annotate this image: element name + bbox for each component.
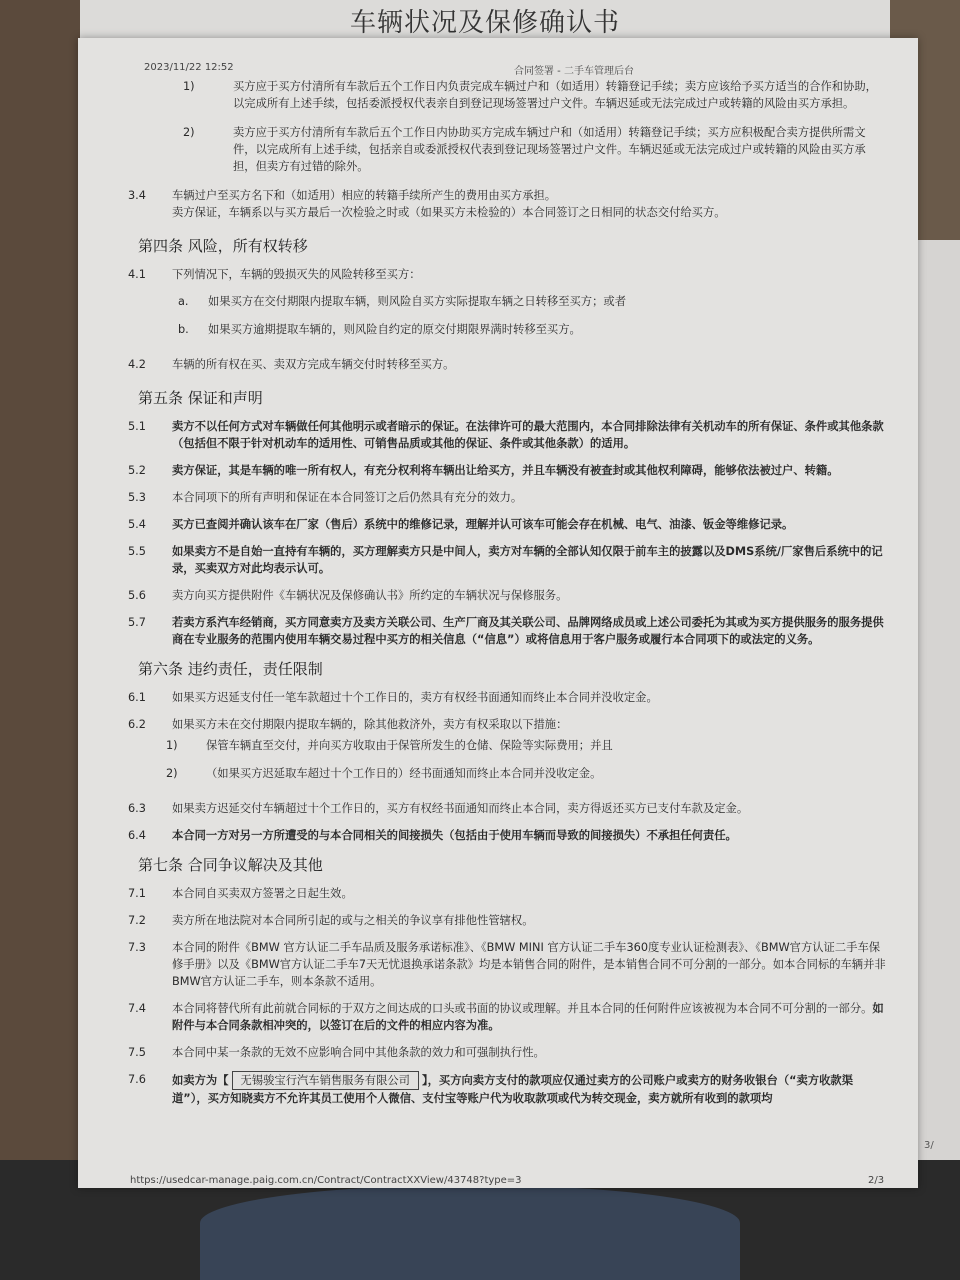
clause-6-1 [128,689,888,706]
clause-number: 7.3 [128,941,146,954]
clause-text: 本合同中某一条款的无效不应影响合同中其他条款的效力和可强制执行性。 [172,1046,545,1059]
clause-5-3 [128,489,888,506]
clause-5-7 [128,614,888,648]
clause-text-pre: 如卖方为【 [172,1074,229,1087]
clause-number: 6.1 [128,691,146,704]
item-number: a. [178,295,189,308]
section-7-heading: 第七条 合同争议解决及其他 [138,856,323,874]
clause-number: 7.5 [128,1046,146,1059]
item-number: 1) [166,739,178,752]
clause-4-1 [128,266,888,283]
clause-text: 卖方所在地法院对本合同所引起的或与之相关的争议享有排他性管辖权。 [172,914,534,927]
clause-number: 5.5 [128,545,146,558]
clause-5-4 [128,516,888,533]
clause-text: 本合同项下的所有声明和保证在本合同签订之后仍然具有充分的效力。 [172,491,523,504]
clause-text: 本合同一方对另一方所遭受的与本合同相关的间接损失（包括由于使用车辆而导致的间接损失）不承担任何责任。 [172,829,737,842]
clause-7-2 [128,912,888,929]
contract-body [128,78,888,1117]
clause-7-3 [128,939,888,990]
clause-text-bold: 如附件与本合同条款相冲突的，以签订在后的文件的相应内容为准。 [172,1002,884,1032]
clause-number: 5.4 [128,518,146,531]
clause-text: 车辆的所有权在买、卖双方完成车辆交付时转移至买方。 [172,358,455,371]
print-page-number: 2/3 [868,1175,885,1186]
clause-3-3-item-2 [183,124,888,175]
print-header-title: 合同签署 - 二手车管理后台 [514,66,634,77]
clause-4-1-item-a [178,293,888,310]
clause-text: 卖方保证，其是车辆的唯一所有权人，有充分权利将车辆出让给买方，并且车辆没有被查封或其他权利障碍，能够依法被过户、转籍。 [172,464,839,477]
clause-6-3 [128,800,888,817]
background-document-title: 车辆状况及保修确认书 [349,8,620,38]
lap [200,1185,740,1280]
right-document [918,240,960,1170]
clause-7-1 [128,885,888,902]
clause-text: 如果卖方不是自始一直持有车辆的，买方理解卖方只是中间人，卖方对车辆的全部认知仅限于前车主的披露以及DMS系统/厂家售后系统中的记录，买卖双方对此均表示认可。 [172,545,883,575]
clause-text-normal: 本合同将替代所有此前就合同标的于双方之间达成的口头或书面的协议或理解。并且本合同的任何附件应该被视为本合同不可分割的一部分。 [172,1002,873,1015]
clause-number: 5.2 [128,464,146,477]
item-number: 2) [183,126,195,139]
clause-text: 如果买方迟延支付任一笔车款超过十个工作日的，卖方有权经书面通知而终止本合同并没收定金。 [172,691,658,704]
item-text: （如果买方迟延取车超过十个工作日的）经书面通知而终止本合同并没收定金。 [206,767,602,780]
clause-text: 若卖方系汽车经销商，买方同意卖方及卖方关联公司、生产厂商及其关联公司、品牌网络成员或上述公司委托为其或为买方提供服务的服务提供商在专业服务的范围内使用车辆交易过程中买方的相关信息（“信息”）或将信息用于客户服务或履行本合同项下的或法定的义务。 [172,616,884,646]
clause-number: 6.4 [128,829,146,842]
clause-text: 卖方不以任何方式对车辆做任何其他明示或者暗示的保证。在法律许可的最大范围内，本合同排除法律有关机动车的所有保证、条件或其他条款（包括但不限于针对机动车的适用性、可销售品质或其他的保证、条件或其他条款）的适用。 [172,420,884,450]
clause-3-3-item-1 [183,78,888,112]
clause-6-2 [128,716,888,733]
item-text: 保管车辆直至交付，并向买方收取由于保管所发生的仓储、保险等实际费用；并且 [206,739,613,752]
item-number: 1) [183,80,195,93]
item-text: 如果买方逾期提取车辆的，则风险自约定的原交付期限界满时转移至买方。 [208,323,581,336]
item-number: 2) [166,767,178,780]
clause-text: 本合同的附件《BMW 官方认证二手车品质及服务承诺标准》、《BMW MINI 官方认证二手车360度专业认证检测表》、《BMW官方认证二手车保修手册》以及《BMW官方认证二手车7天无忧退换承诺条款》均是本销售合同的附件，是本销售合同不可分割的一部分。如本合同标的车辆并非BMW官方认证二手车，则本条款不适用。 [172,941,886,988]
right-document-page-mark: 3/ [924,1140,934,1151]
item-text: 如果买方在交付期限内提取车辆，则风险自买方实际提取车辆之日转移至买方；或者 [208,295,626,308]
clause-5-2 [128,462,888,479]
clause-number: 4.1 [128,268,146,281]
clause-4-1-item-b [178,321,888,338]
section-4-heading: 第四条 风险，所有权转移 [138,237,308,255]
clause-number: 5.1 [128,420,146,433]
clause-text: 下列情况下，车辆的毁损灭失的风险转移至买方： [172,268,421,281]
clause-number: 5.7 [128,616,146,629]
section-5-heading: 第五条 保证和声明 [138,389,263,407]
clause-number: 5.3 [128,491,146,504]
clause-text: 车辆过户至买方名下和（如适用）相应的转籍手续所产生的费用由买方承担。 [172,189,557,202]
print-date: 2023/11/22 12:52 [144,62,234,73]
clause-5-5 [128,543,888,577]
clause-3-4-paragraph: 卖方保证，车辆系以与买方最后一次检验之时或（如果买方未检验的）本合同签订之日相同的状态交付给买方。 [172,206,726,219]
clause-text [172,1071,888,1107]
clause-6-2-item-2 [166,765,888,782]
item-text: 卖方应于买方付清所有车款后五个工作日内协助买方完成车辆过户和（如适用）转籍登记手续；买方应积极配合卖方提供所需文件，以完成所有上述手续，包括亲自或委派授权代表到登记现场签署过户文件。车辆迟延或无法完成过户或转籍的风险由买方承担，但卖方有过错的除外。 [233,126,866,173]
clause-number: 7.6 [128,1073,146,1086]
print-footer-url: https://usedcar-manage.paig.com.cn/Contract/ContractXXView/43748?type=3 [130,1175,522,1186]
clause-text: 本合同自买卖双方签署之日起生效。 [172,887,353,900]
clause-6-4 [128,827,888,844]
clause-number: 6.3 [128,802,146,815]
clause-number: 7.1 [128,887,146,900]
clause-7-4 [128,1000,888,1034]
clause-5-1 [128,418,888,452]
clause-7-5 [128,1044,888,1061]
item-number: b. [178,323,189,336]
clause-number: 5.6 [128,589,146,602]
clause-number: 7.4 [128,1002,146,1015]
clause-text: 如果买方未在交付期限内提取车辆的，除其他救济外，卖方有权采取以下措施： [172,718,568,731]
clause-text [172,1000,888,1034]
clause-text: 卖方向买方提供附件《车辆状况及保修确认书》所约定的车辆状况与保修服务。 [172,589,568,602]
clause-5-6 [128,587,888,604]
clause-6-2-item-1 [166,737,888,754]
clause-3-4 [128,187,888,204]
section-6-heading: 第六条 违约责任，责任限制 [138,660,323,678]
contract-page [78,38,918,1188]
clause-4-2 [128,356,888,373]
seller-company-field: 无锡骏宝行汽车销售服务有限公司 [232,1071,419,1090]
clause-7-6 [128,1071,888,1107]
clause-text: 如果卖方迟延交付车辆超过十个工作日的，买方有权经书面通知而终止本合同，卖方得返还买方已支付车款及定金。 [172,802,749,815]
clause-number: 6.2 [128,718,146,731]
clause-number: 7.2 [128,914,146,927]
clause-number: 3.4 [128,189,146,202]
clause-number: 4.2 [128,358,146,371]
item-text: 买方应于买方付清所有车款后五个工作日内负责完成车辆过户和（如适用）转籍登记手续；卖方应该给予买方适当的合作和协助，以完成所有上述手续，包括委派授权代表亲自到登记现场签署过户文件。车辆迟延或无法完成过户或转籍的风险由买方承担。 [233,80,877,110]
clause-text-post: 】，买方向卖方支付的款项应仅通过卖方的公司账户或卖方的财务收银台（“卖方收款渠道”），买方知晓卖方不允许其员工使用个人微信、支付宝等账户代为收取款项或代为转交现金，卖方就所有收到的款项均 [172,1074,854,1105]
clause-text: 买方已查阅并确认该车在厂家（售后）系统中的维修记录，理解并认可该车可能会存在机械、电气、油漆、钣金等维修记录。 [172,518,794,531]
